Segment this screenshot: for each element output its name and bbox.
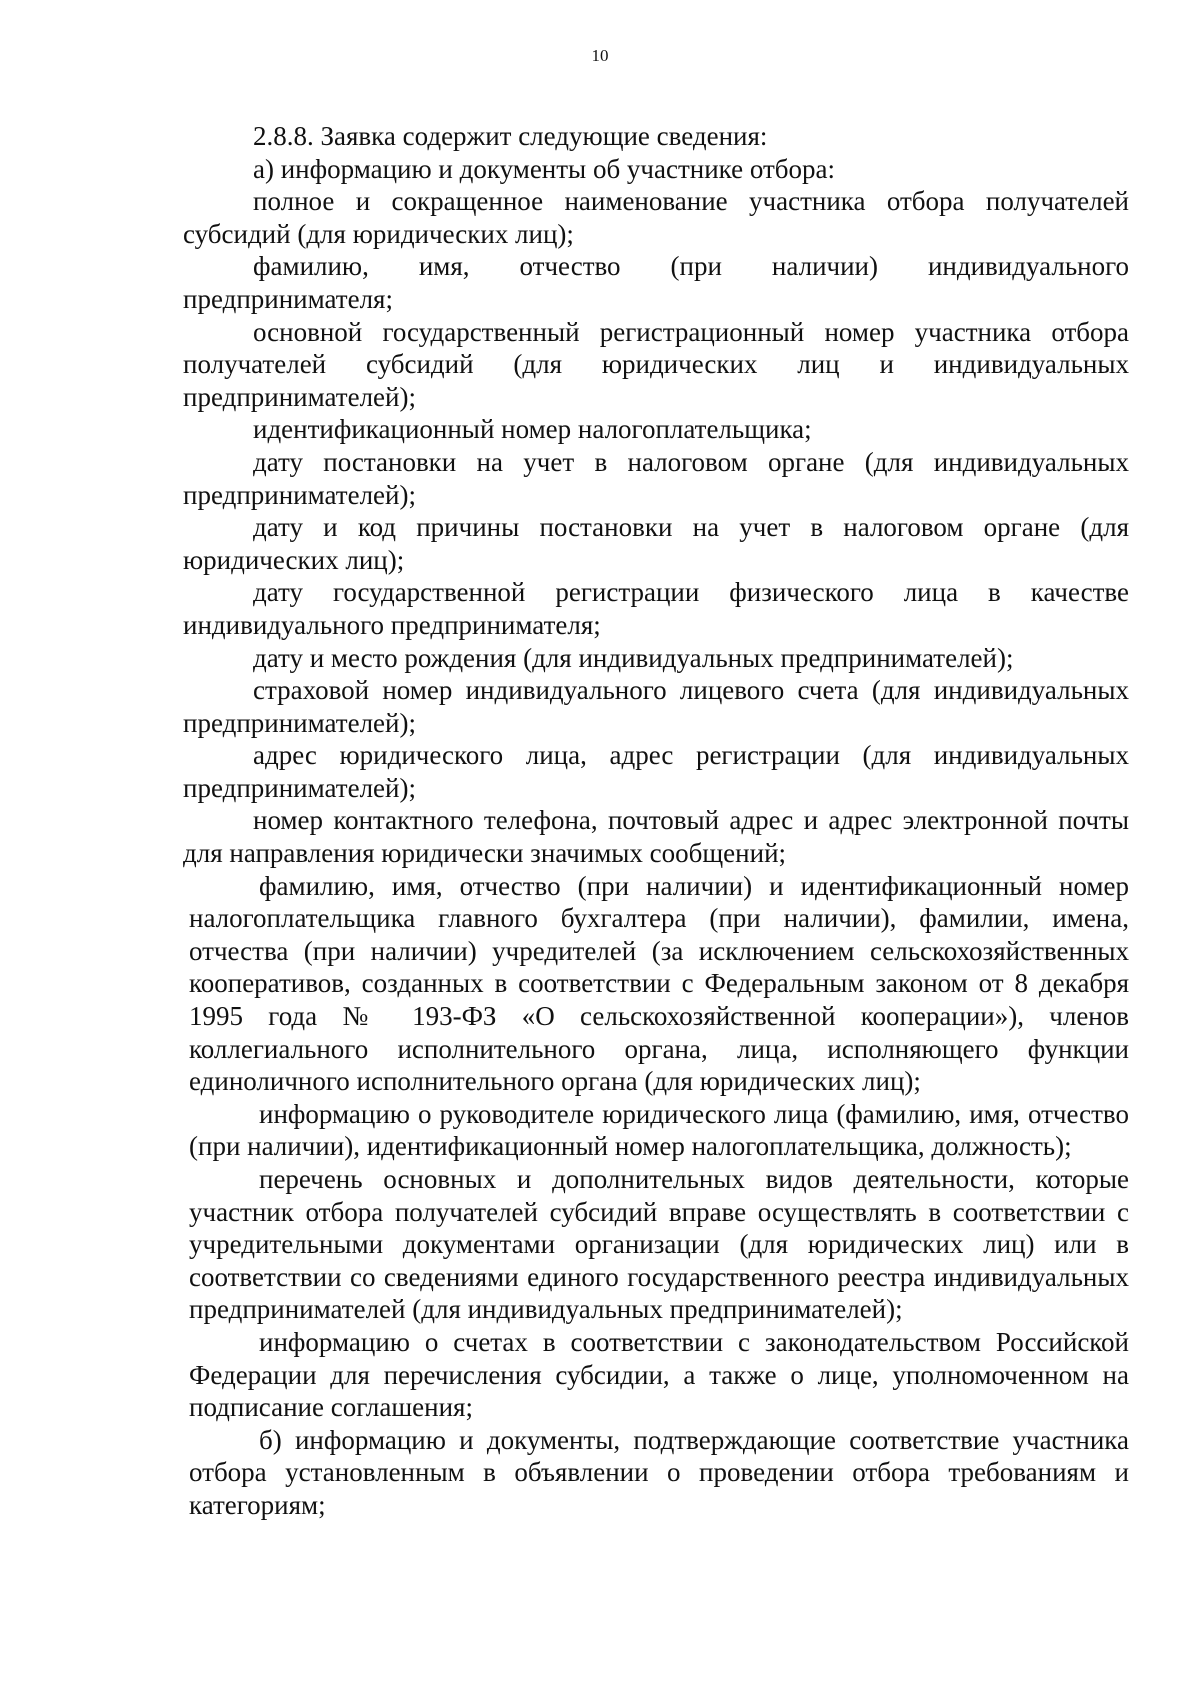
paragraph: дату постановки на учет в налоговом органе (для индивидуальных предпринимателей); <box>183 446 1129 510</box>
paragraph: дату и место рождения (для индивидуальных предпринимателей); <box>253 642 1014 673</box>
paragraph-item-a: а) информацию и документы об участнике отбора: <box>253 153 836 184</box>
paragraph-section-heading: 2.8.8. Заявка содержит следующие сведения: <box>253 121 768 151</box>
page-number: 10 <box>591 46 609 65</box>
paragraph: информацию о счетах в соответствии с законодательством Российской Федерации для перечисления субсидии, а также о лице, уполномоченном на подписание соглашения; <box>189 1326 1129 1423</box>
document-body <box>183 120 1129 1522</box>
paragraph: идентификационный номер налогоплательщика; <box>253 414 812 445</box>
paragraph: фамилию, имя, отчество (при наличии) и идентификационный номер налогоплательщика главного бухгалтера (при наличии), фамилии, имена, отчества (при наличии) учредителей (за исключением сельскохозяйственных кооперативов, созданных в соответствии с Федеральным законом от 8 декабря 1995 года № 193-ФЗ «О сельскохозяйственной кооперации»), членов коллегиального исполнительного органа, лица, исполняющего функции единоличного исполнительного органа (для юридических лиц); <box>189 870 1129 1097</box>
paragraph: страховой номер индивидуального лицевого счета (для индивидуальных предпринимателей); <box>183 675 1129 738</box>
paragraph: адрес юридического лица, адрес регистрации (для индивидуальных предпринимателей); <box>183 740 1129 803</box>
paragraph: основной государственный регистрационный номер участника отбора получателей субсидий (для юридических лиц и индивидуальных предпринимателей); <box>183 316 1129 412</box>
paragraph-item-b: б) информацию и документы, подтверждающие соответствие участника отбора установленным в объявлении о проведении отбора требованиям и категориям; <box>189 1424 1129 1520</box>
paragraph: фамилию, имя, отчество (при наличии) индивидуального предпринимателя; <box>183 251 1129 314</box>
paragraph: дату и код причины постановки на учет в налоговом органе (для юридических лиц); <box>183 512 1129 575</box>
paragraph: дату государственной регистрации физического лица в качестве индивидуального предпринимателя; <box>183 577 1129 640</box>
paragraph: полное и сокращенное наименование участника отбора получателей субсидий (для юридических лиц); <box>183 186 1129 249</box>
paragraph: информацию о руководителе юридического лица (фамилию, имя, отчество (при наличии), идентификационный номер налогоплательщика, должность); <box>189 1098 1129 1162</box>
paragraph: номер контактного телефона, почтовый адрес и адрес электронной почты для направления юридически значимых сообщений; <box>183 805 1129 869</box>
paragraph: перечень основных и дополнительных видов деятельности, которые участник отбора получателей субсидий вправе осуществлять в соответствии с учредительными документами организации (для юридических лиц) или в соответствии со сведениями единого государственного реестра индивидуальных предпринимателей (для индивидуальных предпринимателей); <box>189 1164 1129 1325</box>
